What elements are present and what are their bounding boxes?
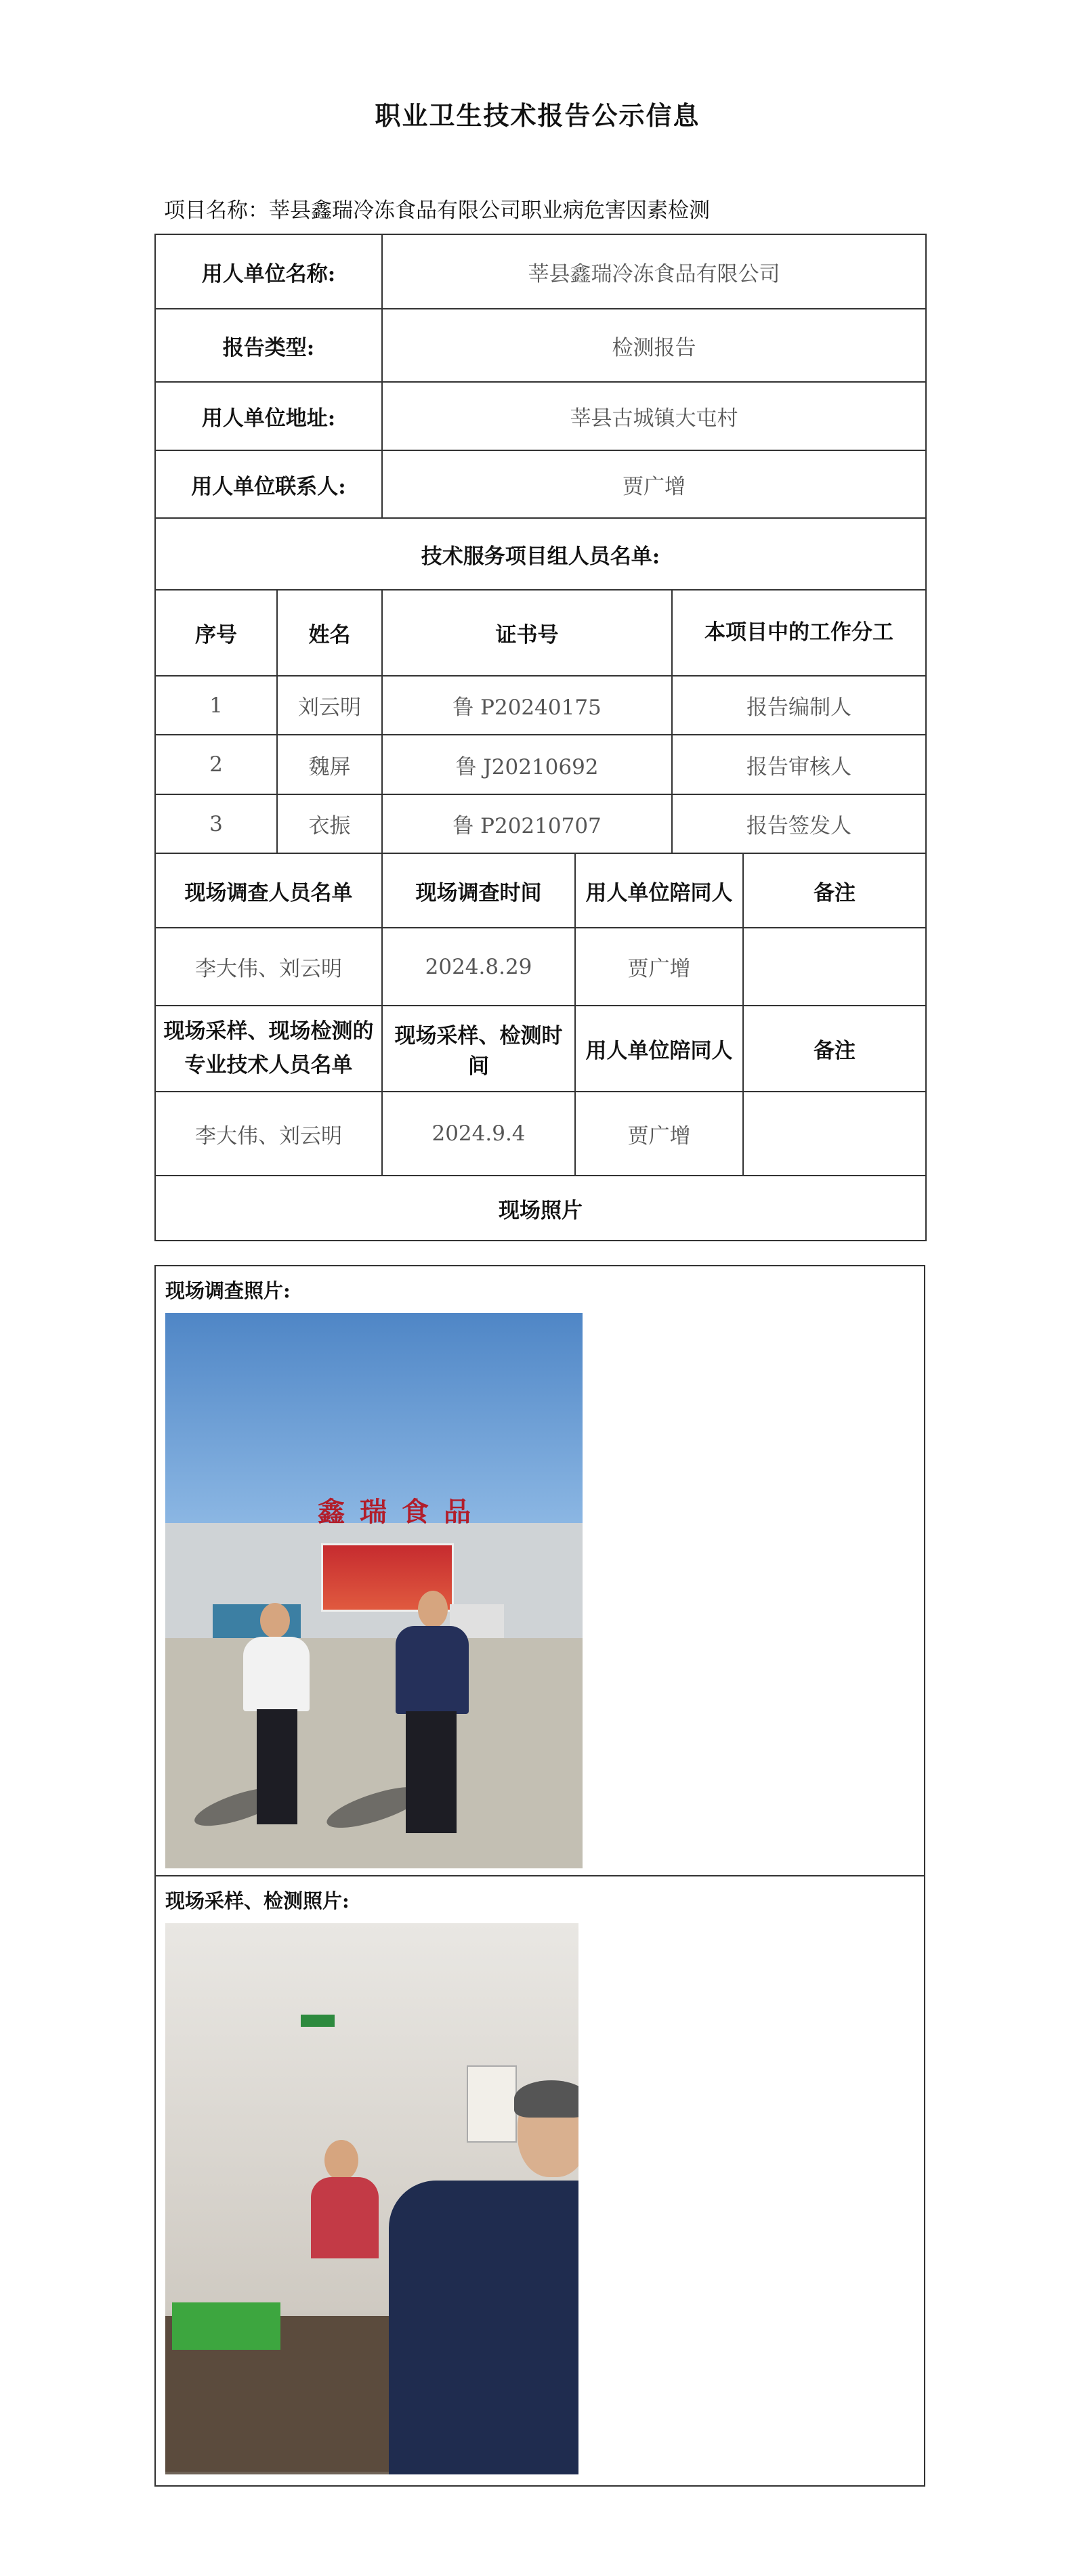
- sampling-photo: [165, 1923, 578, 2474]
- survey-row: [155, 928, 926, 1006]
- info-row-unit-name: [155, 234, 926, 309]
- sampling-row: [155, 1092, 926, 1176]
- team-row: [155, 676, 926, 735]
- info-label: 报告类型:: [155, 309, 382, 382]
- sampling-photo-row: [155, 1876, 925, 2486]
- team-header-no: 序号: [155, 590, 277, 676]
- sampling-photo-label: 现场采样、检测照片:: [165, 1889, 350, 1912]
- survey-header-time: 现场调查时间: [382, 853, 575, 928]
- team-title: 技术服务项目组人员名单:: [155, 518, 926, 590]
- sampling-header-row: [155, 1006, 926, 1092]
- survey-time: 2024.8.29: [382, 928, 575, 1006]
- report-info-table: [154, 234, 927, 1241]
- info-value: 贾广增: [382, 450, 926, 518]
- info-row-address: [155, 382, 926, 450]
- survey-header-escort: 用人单位陪同人: [575, 853, 743, 928]
- team-name: 刘云明: [277, 676, 382, 735]
- survey-people: 李大伟、刘云明: [155, 928, 382, 1006]
- sampling-header-note: 备注: [743, 1006, 926, 1092]
- team-no: 1: [155, 676, 277, 735]
- sampling-photo-cell: [155, 1876, 925, 2486]
- sampling-header-time: 现场采样、检测时间: [382, 1006, 575, 1092]
- team-cert: 鲁 J20210692: [382, 735, 672, 794]
- project-label: 项目名称：: [164, 198, 269, 223]
- team-row: [155, 735, 926, 794]
- photos-title: 现场照片: [155, 1176, 926, 1241]
- team-row: [155, 794, 926, 853]
- info-label: 用人单位地址:: [155, 382, 382, 450]
- info-value: 检测报告: [382, 309, 926, 382]
- info-label: 用人单位联系人:: [155, 450, 382, 518]
- survey-header-people: 现场调查人员名单: [155, 853, 382, 928]
- team-no: 3: [155, 794, 277, 853]
- info-label: 用人单位名称:: [155, 234, 382, 309]
- sampling-header-escort: 用人单位陪同人: [575, 1006, 743, 1092]
- team-header-role: 本项目中的工作分工: [672, 590, 926, 676]
- sampling-people: 李大伟、刘云明: [155, 1092, 382, 1176]
- team-role: 报告编制人: [672, 676, 926, 735]
- info-row-contact: [155, 450, 926, 518]
- info-row-report-type: [155, 309, 926, 382]
- team-no: 2: [155, 735, 277, 794]
- project-value: 莘县鑫瑞冷冻食品有限公司职业病危害因素检测: [269, 198, 710, 223]
- team-title-row: [155, 518, 926, 590]
- team-header-name: 姓名: [277, 590, 382, 676]
- survey-header-note: 备注: [743, 853, 926, 928]
- survey-photo: [165, 1313, 583, 1868]
- survey-header-row: [155, 853, 926, 928]
- survey-escort: 贾广增: [575, 928, 743, 1006]
- team-role: 报告签发人: [672, 794, 926, 853]
- team-name: 魏屏: [277, 735, 382, 794]
- team-cert: 鲁 P20210707: [382, 794, 672, 853]
- survey-photo-cell: [155, 1266, 925, 1876]
- team-header-cert: 证书号: [382, 590, 672, 676]
- photos-title-row: [155, 1176, 926, 1241]
- sampling-note: [743, 1092, 926, 1176]
- team-name: 衣振: [277, 794, 382, 853]
- photos-table: [154, 1265, 925, 2487]
- project-name: [164, 193, 710, 223]
- survey-photo-row: [155, 1266, 925, 1876]
- factory-sign: 鑫瑞食品: [318, 1496, 486, 1528]
- survey-photo-label: 现场调查照片:: [165, 1279, 291, 1302]
- team-header-row: [155, 590, 926, 676]
- sampling-header-people: 现场采样、现场检测的专业技术人员名单: [155, 1006, 382, 1092]
- sampling-time: 2024.9.4: [382, 1092, 575, 1176]
- info-value: 莘县古城镇大屯村: [382, 382, 926, 450]
- page-title: 职业卫生技术报告公示信息: [375, 100, 700, 131]
- info-value: 莘县鑫瑞冷冻食品有限公司: [382, 234, 926, 309]
- survey-note: [743, 928, 926, 1006]
- team-role: 报告审核人: [672, 735, 926, 794]
- sampling-escort: 贾广增: [575, 1092, 743, 1176]
- team-cert: 鲁 P20240175: [382, 676, 672, 735]
